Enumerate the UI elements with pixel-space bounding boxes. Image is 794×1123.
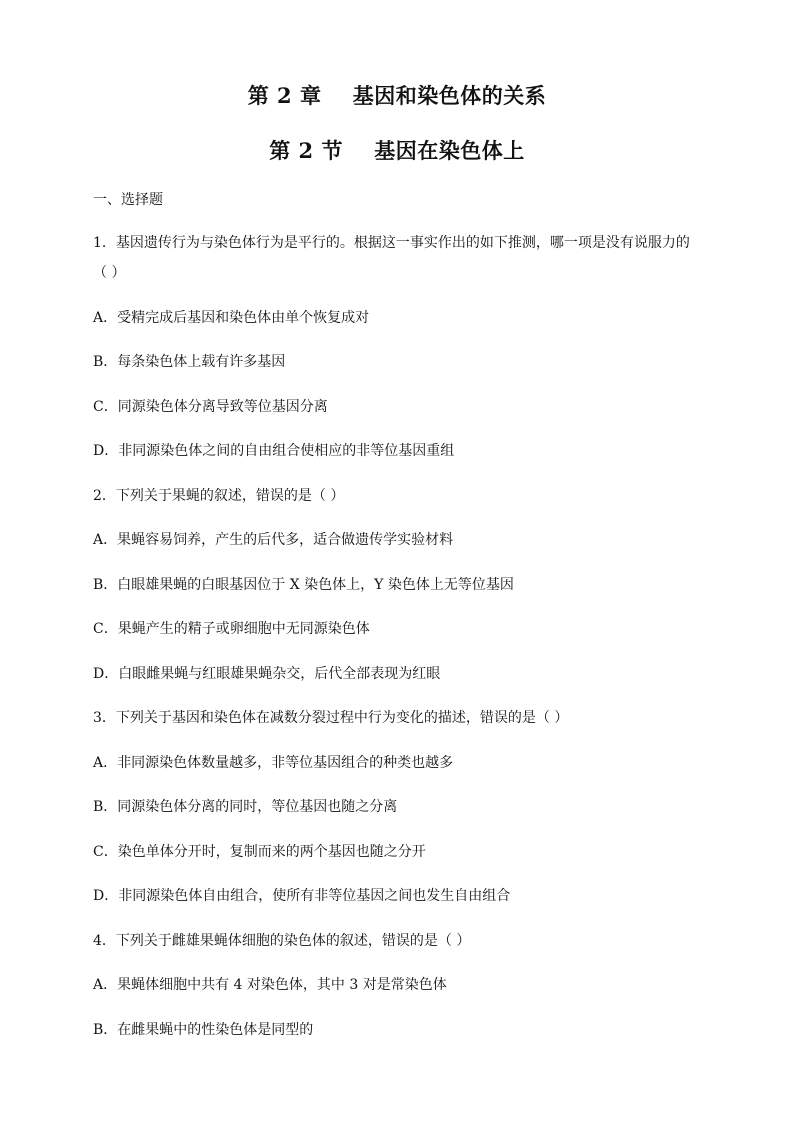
question-1-blank: （ ） [93, 265, 126, 281]
question-1-option-a: A．受精完成后基因和染色体由单个恢复成对 [93, 310, 370, 326]
question-2-option-b: B．白眼雄果蝇的白眼基因位于 X 染色体上，Y 染色体上无等位基因 [93, 577, 514, 593]
question-4-option-a: A．果蝇体细胞中共有 4 对染色体，其中 3 对是常染色体 [93, 977, 447, 993]
chapter-title: 第 2 章 基因和染色体的关系 [247, 83, 547, 108]
question-3-option-a: A．非同源染色体数量越多，非等位基因组合的种类也越多 [93, 755, 454, 771]
question-1-option-d: D．非同源染色体之间的自由组合使相应的非等位基因重组 [93, 443, 455, 459]
section-heading: 一、选择题 [93, 192, 163, 208]
question-2-option-d: D．白眼雌果蝇与红眼雄果蝇杂交，后代全部表现为红眼 [93, 666, 441, 682]
question-1-option-b: B．每条染色体上载有许多基因 [93, 354, 286, 370]
question-2-option-a: A．果蝇容易饲养，产生的后代多，适合做遗传学实验材料 [93, 532, 454, 548]
question-4-option-b: B．在雌果蝇中的性染色体是同型的 [93, 1022, 314, 1038]
question-3-option-c: C．染色单体分开时，复制而来的两个基因也随之分开 [93, 844, 426, 860]
question-3-option-b: B．同源染色体分离的同时，等位基因也随之分离 [93, 799, 398, 815]
section-title: 第 2 节 基因在染色体上 [269, 138, 525, 163]
question-3-stem: 3．下列关于基因和染色体在减数分裂过程中行为变化的描述，错误的是（ ） [93, 710, 569, 726]
question-1-option-c: C．同源染色体分离导致等位基因分离 [93, 399, 328, 415]
question-1-stem: 1．基因遗传行为与染色体行为是平行的。根据这一事实作出的如下推测，哪一项是没有说服力的 [93, 235, 690, 251]
question-2-option-c: C．果蝇产生的精子或卵细胞中无同源染色体 [93, 621, 370, 637]
question-3-option-d: D．非同源染色体自由组合，使所有非等位基因之间也发生自由组合 [93, 888, 511, 904]
question-4-stem: 4．下列关于雌雄果蝇体细胞的染色体的叙述，错误的是（ ） [93, 933, 471, 949]
question-2-stem: 2．下列关于果蝇的叙述，错误的是（ ） [93, 488, 345, 504]
